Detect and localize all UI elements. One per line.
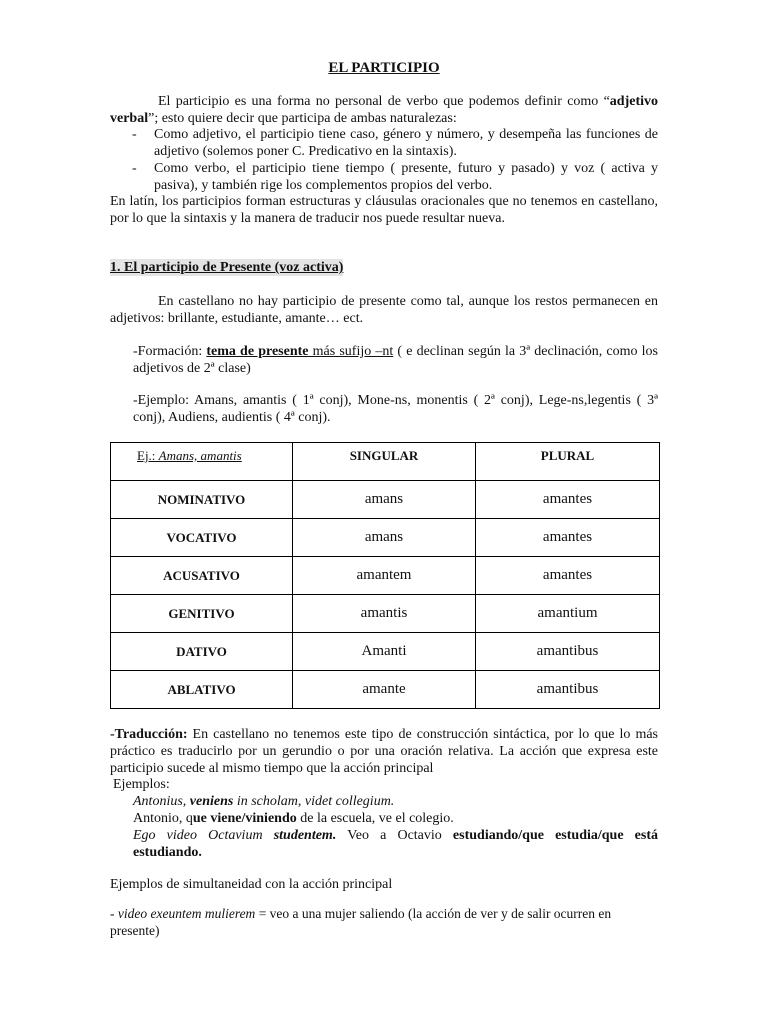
table-header-plural: PLURAL bbox=[476, 443, 660, 481]
table-row bbox=[111, 481, 660, 519]
formacion-paragraph bbox=[133, 343, 658, 377]
table-row bbox=[111, 671, 660, 709]
ej-italic-text: Amans, amantis bbox=[158, 448, 242, 463]
declension-table bbox=[110, 442, 660, 709]
section-heading: 1. El participio de Presente (voz activa) bbox=[110, 260, 344, 275]
ex3-b: studentem. bbox=[273, 828, 337, 843]
ex3-a: Ego video Octavium bbox=[133, 828, 274, 843]
ex1-b: veniens bbox=[189, 794, 234, 809]
example-latin-2 bbox=[133, 827, 658, 861]
bullet-item bbox=[110, 160, 658, 194]
page-title: EL PARTICIPIO bbox=[328, 60, 440, 76]
simultaneidad-heading: Ejemplos de simultaneidad con la acción principal bbox=[110, 877, 393, 892]
intro-text-1: El participio es una forma no personal de verbo que podemos definir como “ bbox=[158, 94, 610, 109]
plural-cell: amantes bbox=[476, 557, 660, 595]
table-ej-label bbox=[137, 448, 242, 463]
table-header-example bbox=[111, 443, 293, 481]
case-cell: ABLATIVO bbox=[111, 671, 293, 709]
ex2-a: Antonio, q bbox=[133, 811, 193, 826]
bullet-text: Como adjetivo, el participio tiene caso, género y número, y desempeña las funciones de adjetivo (solemos poner C. Predicativo en la sintaxis). bbox=[154, 127, 658, 159]
ex3-c: Veo a Octavio bbox=[336, 828, 453, 843]
bullet-dash: - bbox=[132, 127, 137, 142]
plural-cell: amantibus bbox=[476, 671, 660, 709]
singular-cell: amans bbox=[293, 481, 476, 519]
singular-cell: amantis bbox=[293, 595, 476, 633]
castellano-paragraph: En castellano no hay participio de presente como tal, aunque los restos permanecen en adjetivos: brillante, estudiante, amante… ect. bbox=[110, 294, 658, 326]
table-row bbox=[111, 633, 660, 671]
formacion-underlined: más sufijo –nt bbox=[308, 344, 394, 359]
formacion-label: -Formación: bbox=[133, 344, 207, 359]
ex2-c: de la escuela, ve el colegio. bbox=[296, 811, 454, 826]
intro-text-2: ”; esto quiere decir que participa de ambas naturalezas: bbox=[148, 111, 457, 126]
latin-paragraph: En latín, los participios forman estructuras y cláusulas oracionales que no tenemos en castellano, por lo que la sintaxis y la manera de traducir nos puede resultar nueva. bbox=[110, 194, 658, 226]
video-italic: - video exeuntem mulierem bbox=[110, 906, 256, 921]
traduccion-text: En castellano no tenemos este tipo de construcción sintáctica, por lo que lo más práctico es traducirlo por un gerundio o por una oración relativa. La acción que expresa este participio sucede al mismo tiempo que la acción principal bbox=[110, 727, 658, 776]
case-cell: GENITIVO bbox=[111, 595, 293, 633]
formacion-rest: ( e declinan según la 3ª declinación, como los adjetivos de 2ª clase) bbox=[133, 344, 658, 376]
ej-label-text: Ej.: bbox=[137, 448, 159, 463]
case-cell: DATIVO bbox=[111, 633, 293, 671]
example-latin-1 bbox=[133, 793, 658, 810]
intro-paragraph bbox=[110, 93, 658, 127]
table-header-row bbox=[111, 443, 660, 481]
traduccion-paragraph bbox=[110, 726, 658, 777]
bullet-text: Como verbo, el participio tiene tiempo ( presente, futuro y pasado) y voz ( activa y pasiva), y también rige los complementos propios del verbo. bbox=[154, 161, 658, 193]
bullet-dash: - bbox=[132, 161, 137, 176]
ex2-b: ue viene/viniendo bbox=[192, 811, 297, 826]
case-cell: NOMINATIVO bbox=[111, 481, 293, 519]
ejemplo-paragraph: -Ejemplo: Amans, amantis ( 1ª conj), Mone-ns, monentis ( 2ª conj), Lege-ns,legentis ( 3ª conj), Audiens, audientis ( 4ª conj). bbox=[133, 393, 658, 425]
bullet-list bbox=[110, 126, 658, 194]
table-row bbox=[111, 557, 660, 595]
table-row bbox=[111, 595, 660, 633]
traduccion-label: -Traducción: bbox=[110, 727, 188, 742]
singular-cell: Amanti bbox=[293, 633, 476, 671]
ex1-c: in scholam, videt collegium. bbox=[233, 794, 395, 809]
case-cell: VOCATIVO bbox=[111, 519, 293, 557]
singular-cell: amantem bbox=[293, 557, 476, 595]
plural-cell: amantium bbox=[476, 595, 660, 633]
formacion-bold: tema de presente bbox=[206, 344, 309, 359]
case-cell: ACUSATIVO bbox=[111, 557, 293, 595]
singular-cell: amans bbox=[293, 519, 476, 557]
plural-cell: amantibus bbox=[476, 633, 660, 671]
ex3-d: estudiando/que estudia/que está estudiando. bbox=[133, 828, 659, 860]
example-translation-1 bbox=[133, 810, 658, 827]
plural-cell: amantes bbox=[476, 519, 660, 557]
ejemplos-label: Ejemplos: bbox=[113, 777, 170, 792]
video-example bbox=[110, 905, 658, 939]
bullet-item bbox=[110, 126, 658, 160]
video-rest: = veo a una mujer saliendo (la acción de ver y de salir ocurren en presente) bbox=[110, 906, 612, 938]
intro-bold-term: adjetivo verbal bbox=[110, 94, 658, 126]
plural-cell: amantes bbox=[476, 481, 660, 519]
table-row bbox=[111, 519, 660, 557]
singular-cell: amante bbox=[293, 671, 476, 709]
table-header-singular: SINGULAR bbox=[293, 443, 476, 481]
ex1-a: Antonius, bbox=[133, 794, 190, 809]
